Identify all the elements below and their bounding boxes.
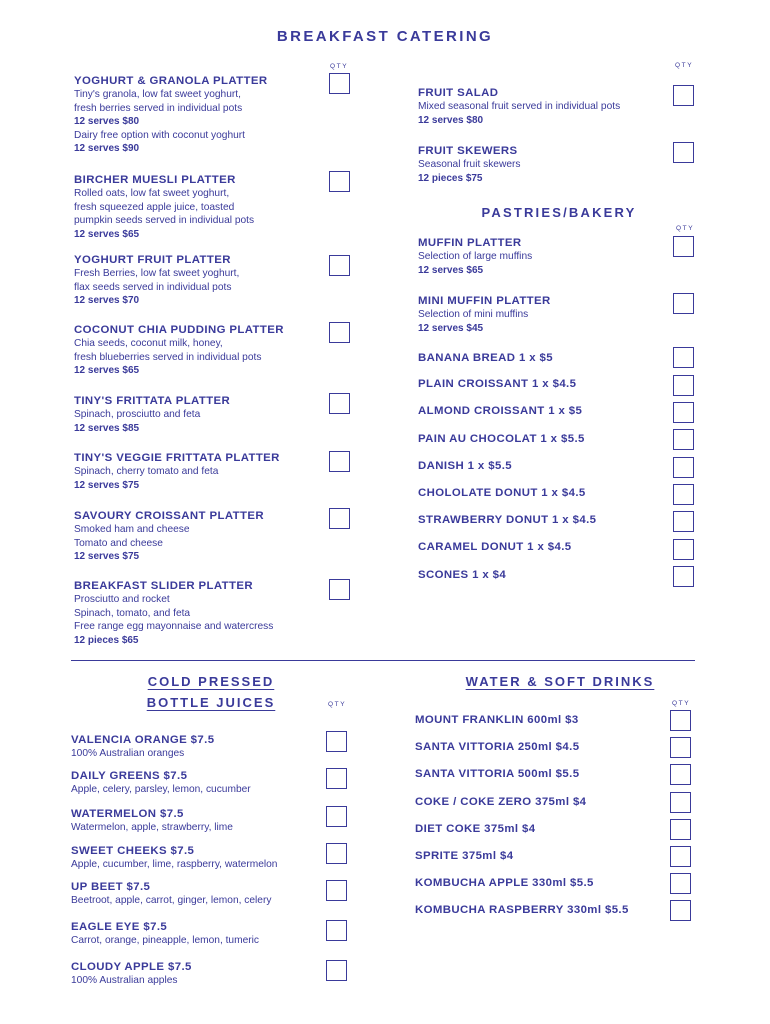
item-price: 12 pieces $65 (74, 634, 139, 646)
qty-checkbox[interactable] (670, 900, 691, 921)
item-name: STRAWBERRY DONUT 1 x $4.5 (418, 514, 597, 526)
item-description: Free range egg mayonnaise and watercress (74, 621, 274, 633)
juices-heading-line1: COLD PRESSED (147, 674, 275, 689)
qty-checkbox[interactable] (329, 393, 350, 414)
item-name: BANANA BREAD 1 x $5 (418, 352, 554, 364)
qty-checkbox[interactable] (673, 347, 694, 368)
item-description: Apple, cucumber, lime, raspberry, watermelon (71, 859, 278, 871)
juices-item (71, 921, 259, 948)
item-description: fresh blueberries served in individual pots (74, 351, 262, 363)
item-description: fresh squeezed apple juice, toasted (74, 201, 235, 213)
item-name: SWEET CHEEKS $7.5 (71, 845, 195, 857)
item-name: DIET COKE 375ml $4 (415, 823, 536, 835)
item-name: MUFFIN PLATTER (418, 237, 522, 249)
fruit-item (418, 87, 620, 127)
item-description: Carrot, orange, pineapple, lemon, tumeric (71, 935, 260, 947)
pastries-item (418, 541, 572, 554)
item-name: BIRCHER MUESLI PLATTER (74, 174, 236, 186)
qty-checkbox[interactable] (673, 484, 694, 505)
qty-checkbox[interactable] (673, 236, 694, 257)
item-name: SPRITE 375ml $4 (415, 850, 514, 862)
qty-checkbox[interactable] (670, 737, 691, 758)
drinks-item (415, 823, 536, 836)
item-description: pumpkin seeds served in individual pots (74, 215, 255, 227)
qty-checkbox[interactable] (326, 768, 347, 789)
item-price: 12 serves $75 (74, 479, 140, 491)
section-divider (71, 660, 695, 661)
item-name: COKE / COKE ZERO 375ml $4 (415, 796, 587, 808)
qty-label-breakfast: QTY (330, 63, 349, 70)
qty-checkbox[interactable] (673, 293, 694, 314)
breakfast-item (74, 324, 284, 378)
qty-checkbox[interactable] (329, 171, 350, 192)
item-description: Selection of large muffins (418, 251, 533, 263)
breakfast-item (74, 174, 254, 241)
item-description: 100% Australian oranges (71, 748, 185, 760)
qty-checkbox[interactable] (673, 85, 694, 106)
qty-checkbox[interactable] (673, 429, 694, 450)
item-description: Spinach, tomato, and feta (74, 607, 191, 619)
item-name: BREAKFAST SLIDER PLATTER (74, 580, 253, 592)
item-description: Fresh Berries, low fat sweet yoghurt, (74, 268, 240, 280)
fruit-item (418, 145, 521, 185)
item-name: CARAMEL DONUT 1 x $4.5 (418, 541, 572, 553)
qty-label-juices: QTY (328, 701, 347, 708)
qty-checkbox[interactable] (326, 806, 347, 827)
qty-checkbox[interactable] (329, 508, 350, 529)
pastries-item (418, 487, 586, 500)
drinks-item (415, 877, 594, 890)
qty-checkbox[interactable] (329, 73, 350, 94)
breakfast-item (74, 254, 239, 308)
item-price: 12 serves $70 (74, 295, 140, 307)
item-name: COCONUT CHIA PUDDING PLATTER (74, 324, 284, 336)
item-description: Selection of mini muffins (418, 309, 529, 321)
juices-item (71, 961, 192, 988)
item-price: 12 serves $65 (74, 228, 140, 240)
item-name: YOGHURT FRUIT PLATTER (74, 254, 231, 266)
qty-checkbox[interactable] (326, 843, 347, 864)
qty-checkbox[interactable] (326, 920, 347, 941)
item-name: TINY'S VEGGIE FRITTATA PLATTER (74, 452, 280, 464)
pastries-heading: PASTRIES/BAKERY (481, 205, 637, 220)
item-name: SAVOURY CROISSANT PLATTER (74, 510, 264, 522)
qty-checkbox[interactable] (326, 960, 347, 981)
qty-checkbox[interactable] (673, 142, 694, 163)
qty-checkbox[interactable] (670, 764, 691, 785)
item-name: DAILY GREENS $7.5 (71, 770, 188, 782)
item-description: Chia seeds, coconut milk, honey, (74, 338, 223, 350)
page-title: BREAKFAST CATERING (276, 28, 494, 45)
item-description: Smoked ham and cheese (74, 524, 190, 536)
qty-checkbox[interactable] (670, 873, 691, 894)
item-description: Tomato and cheese (74, 537, 163, 549)
qty-checkbox[interactable] (670, 710, 691, 731)
pastries-item (418, 433, 585, 446)
juices-item (71, 881, 271, 908)
pastries-item (418, 569, 506, 582)
item-description: Apple, celery, parsley, lemon, cucumber (71, 784, 251, 796)
breakfast-item (74, 510, 264, 564)
drinks-item (415, 768, 579, 781)
item-description: Dairy free option with coconut yoghurt (74, 129, 246, 141)
item-name: FRUIT SALAD (418, 87, 499, 99)
item-name: CHOLOLATE DONUT 1 x $4.5 (418, 487, 586, 499)
qty-label-pastries: QTY (676, 225, 695, 232)
qty-checkbox[interactable] (326, 731, 347, 752)
qty-label-drinks: QTY (672, 700, 691, 707)
pastries-item (418, 295, 551, 335)
pastries-item (418, 237, 532, 277)
item-description: Tiny's granola, low fat sweet yoghurt, (74, 89, 241, 101)
item-description: Seasonal fruit skewers (418, 159, 521, 171)
qty-checkbox[interactable] (329, 322, 350, 343)
qty-checkbox[interactable] (673, 511, 694, 532)
item-price: 12 pieces $75 (418, 172, 483, 184)
item-description: Beetroot, apple, carrot, ginger, lemon, celery (71, 895, 272, 907)
item-description: Prosciutto and rocket (74, 594, 170, 606)
item-description: 100% Australian apples (71, 975, 178, 987)
item-name: MOUNT FRANKLIN 600ml $3 (415, 714, 579, 726)
item-price: 12 serves $85 (74, 422, 140, 434)
juices-heading-line2: BOTTLE JUICES (146, 695, 276, 710)
breakfast-item (74, 580, 273, 647)
qty-checkbox[interactable] (673, 457, 694, 478)
juices-item (71, 770, 251, 797)
drinks-item (415, 714, 579, 727)
item-description: Mixed seasonal fruit served in individual pots (418, 101, 621, 113)
pastries-item (418, 514, 596, 527)
qty-checkbox[interactable] (670, 846, 691, 867)
breakfast-item (74, 75, 268, 155)
item-price: 12 serves $45 (418, 322, 484, 334)
qty-checkbox[interactable] (673, 402, 694, 423)
drinks-item (415, 741, 579, 754)
qty-checkbox[interactable] (329, 451, 350, 472)
item-name: TINY'S FRITTATA PLATTER (74, 395, 231, 407)
qty-checkbox[interactable] (329, 579, 350, 600)
item-name: PLAIN CROISSANT 1 x $4.5 (418, 378, 577, 390)
item-description: Rolled oats, low fat sweet yoghurt, (74, 188, 230, 200)
item-name: VALENCIA ORANGE $7.5 (71, 734, 215, 746)
item-name: YOGHURT & GRANOLA PLATTER (74, 75, 268, 87)
item-name: WATERMELON $7.5 (71, 808, 184, 820)
pastries-item (418, 460, 512, 473)
item-price: 12 serves $65 (74, 365, 140, 377)
item-price: 12 serves $80 (418, 114, 484, 126)
item-price: 12 serves $65 (418, 264, 484, 276)
breakfast-item (74, 452, 280, 492)
drinks-item (415, 904, 629, 917)
item-name: PAIN AU CHOCOLAT 1 x $5.5 (418, 433, 585, 445)
drinks-item (415, 850, 513, 863)
qty-checkbox[interactable] (329, 255, 350, 276)
item-description: fresh berries served in individual pots (74, 102, 243, 114)
item-description: flax seeds served in individual pots (74, 281, 232, 293)
pastries-item (418, 378, 576, 391)
juices-item (71, 808, 233, 835)
item-name: CLOUDY APPLE $7.5 (71, 961, 192, 973)
breakfast-item (74, 395, 230, 435)
item-name: SANTA VITTORIA 250ml $4.5 (415, 741, 580, 753)
item-name: DANISH 1 x $5.5 (418, 460, 512, 472)
item-description: Spinach, cherry tomato and feta (74, 466, 219, 478)
item-name: ALMOND CROISSANT 1 x $5 (418, 405, 583, 417)
drinks-heading: WATER & SOFT DRINKS (465, 674, 655, 689)
item-name: SCONES 1 x $4 (418, 569, 507, 581)
qty-checkbox[interactable] (673, 375, 694, 396)
item-name: MINI MUFFIN PLATTER (418, 295, 551, 307)
item-name: FRUIT SKEWERS (418, 145, 518, 157)
item-name: KOMBUCHA RASPBERRY 330ml $5.5 (415, 904, 629, 916)
item-name: UP BEET $7.5 (71, 881, 151, 893)
juices-item (71, 734, 214, 761)
qty-checkbox[interactable] (670, 819, 691, 840)
item-name: SANTA VITTORIA 500ml $5.5 (415, 768, 580, 780)
item-price: 12 serves $80 (74, 116, 140, 128)
qty-checkbox[interactable] (673, 539, 694, 560)
qty-label-fruit: QTY (675, 62, 694, 69)
item-price: 12 serves $90 (74, 143, 140, 155)
item-price: 12 serves $75 (74, 551, 140, 563)
item-description: Spinach, prosciutto and feta (74, 409, 201, 421)
pastries-item (418, 405, 582, 418)
juices-item (71, 845, 277, 872)
item-name: KOMBUCHA APPLE 330ml $5.5 (415, 877, 594, 889)
qty-checkbox[interactable] (326, 880, 347, 901)
drinks-item (415, 796, 586, 809)
item-description: Watermelon, apple, strawberry, lime (71, 822, 233, 834)
item-name: EAGLE EYE $7.5 (71, 921, 168, 933)
pastries-item (418, 352, 553, 365)
qty-checkbox[interactable] (673, 566, 694, 587)
qty-checkbox[interactable] (670, 792, 691, 813)
